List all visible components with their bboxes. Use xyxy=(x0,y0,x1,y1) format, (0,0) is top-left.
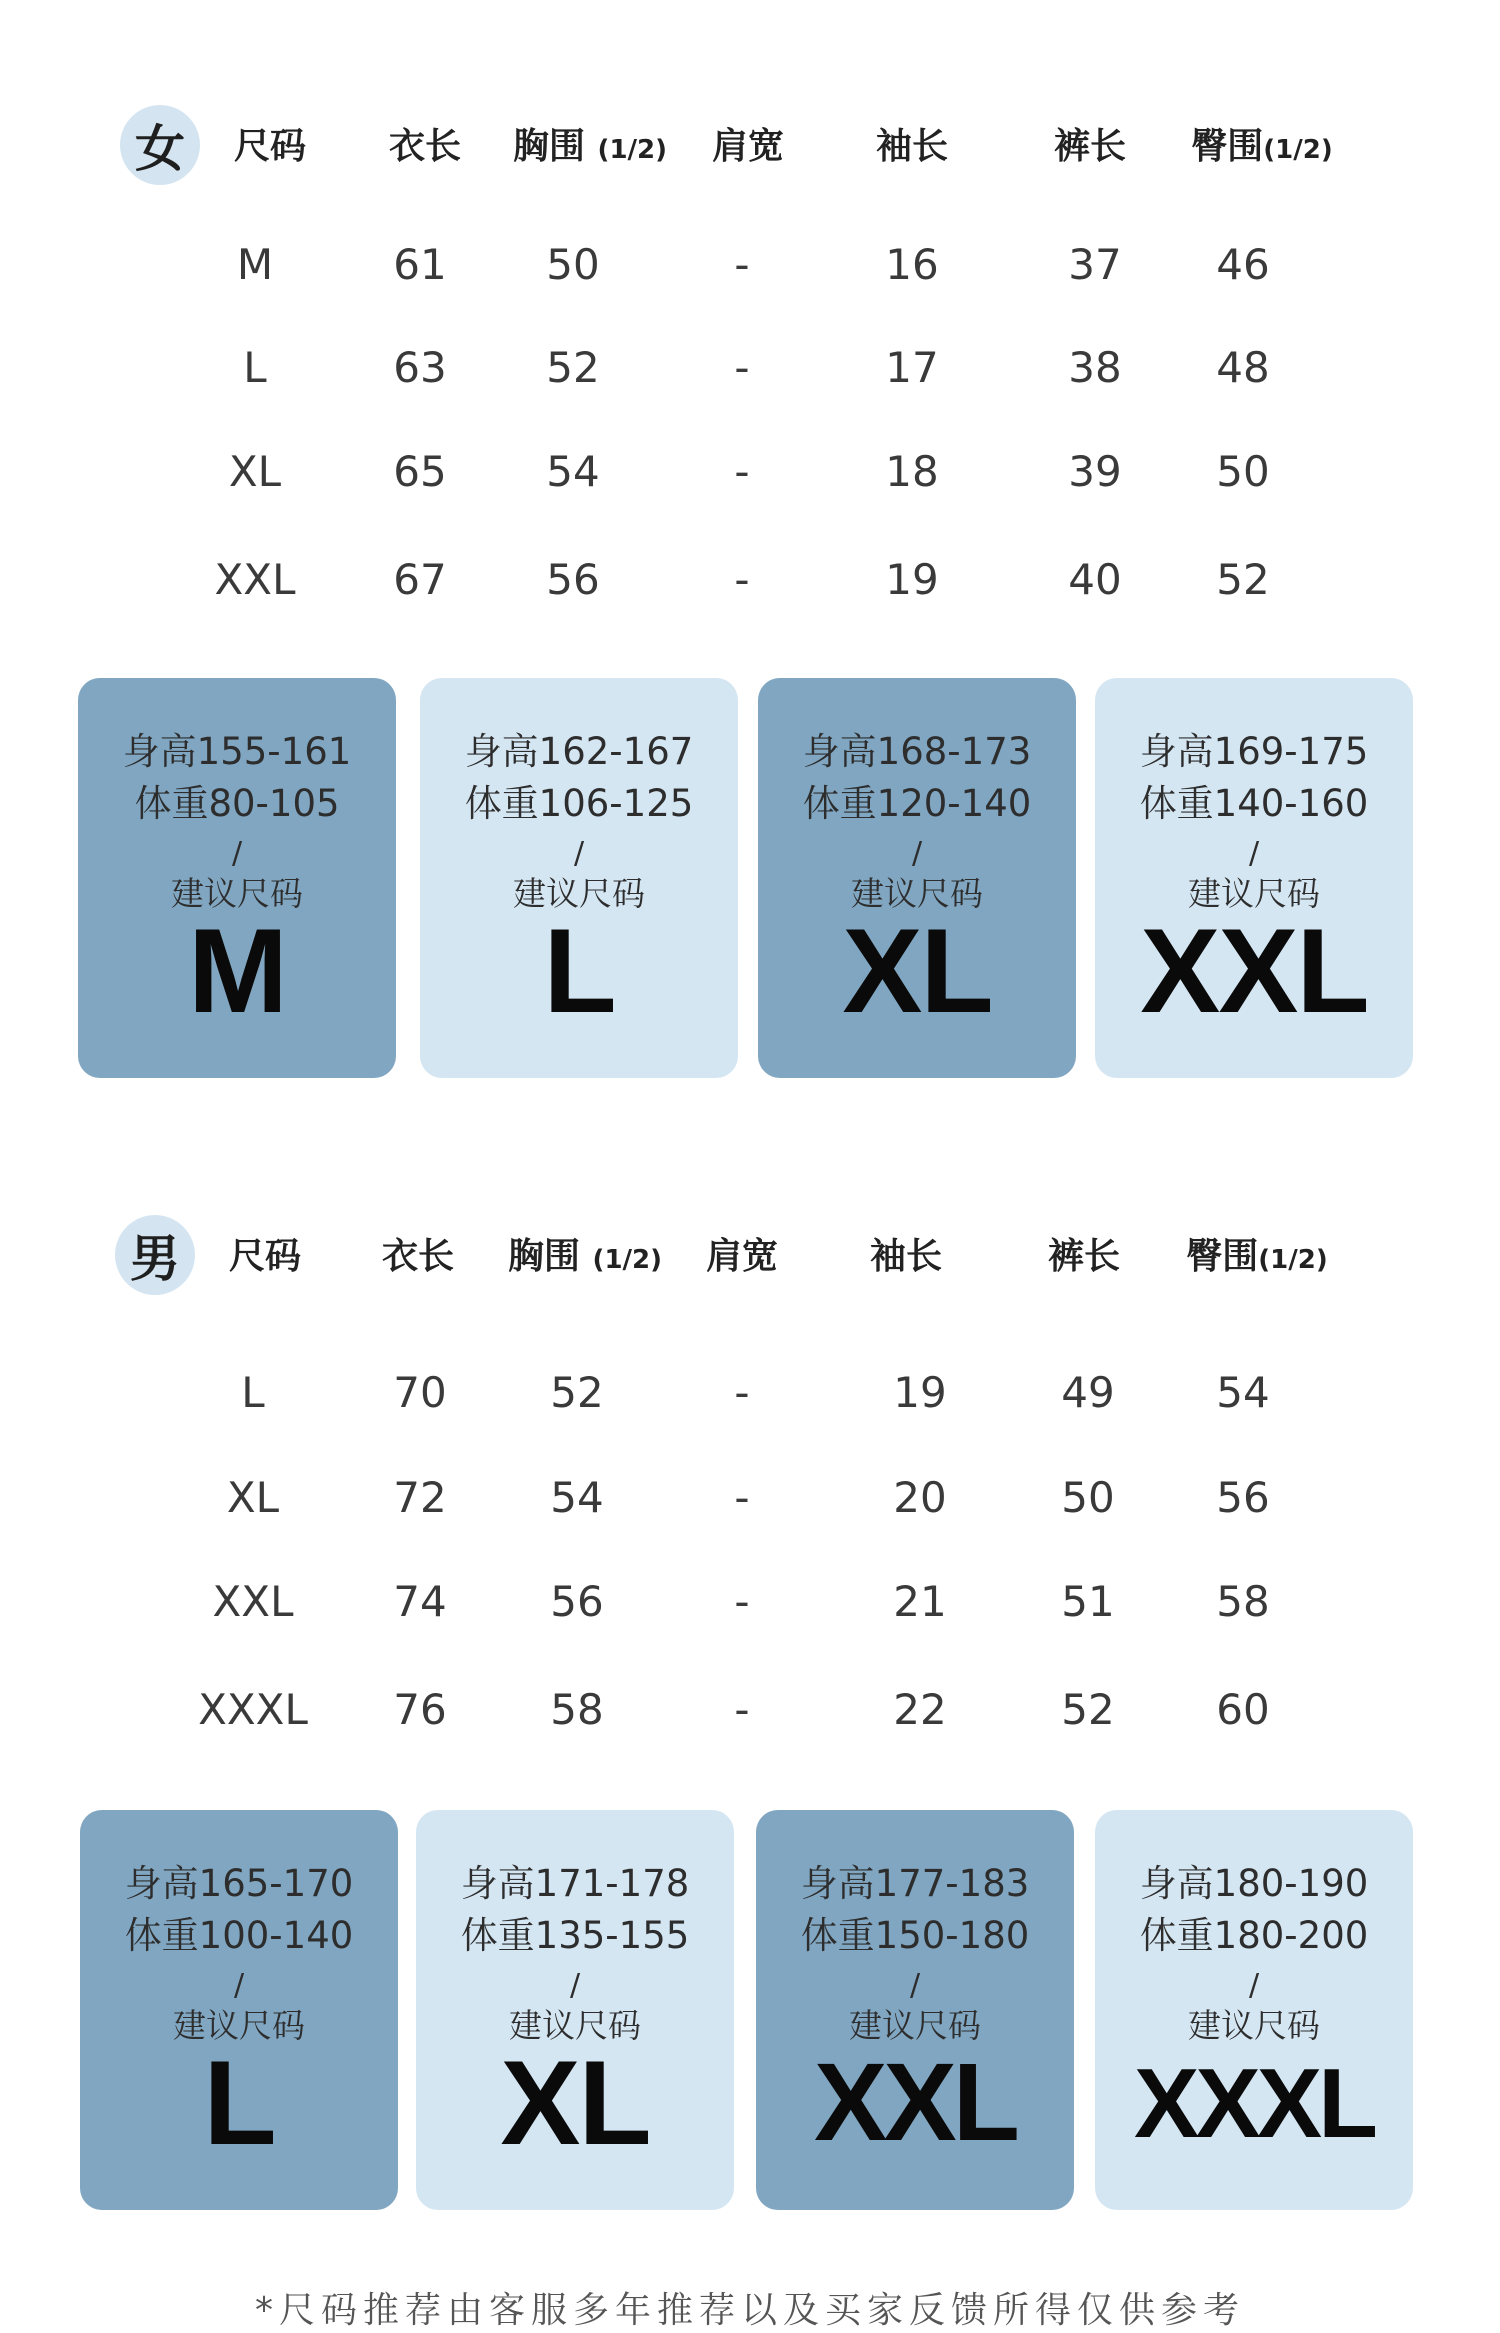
cell-length: 74 xyxy=(393,1577,447,1626)
card-weight: 体重80-105 xyxy=(134,782,340,825)
cell-sleeve: 18 xyxy=(885,447,939,496)
cell-chest: 56 xyxy=(546,555,600,604)
card-advice-label: 建议尺码 xyxy=(509,2006,641,2045)
cell-chest: 58 xyxy=(550,1685,604,1734)
cell-hip: 58 xyxy=(1216,1577,1270,1626)
card-height: 身高169-175 xyxy=(1139,730,1369,773)
header-chest xyxy=(513,122,667,172)
card-weight: 体重140-160 xyxy=(1139,782,1369,825)
size-card-xl xyxy=(416,1810,734,2210)
size-card-xxl xyxy=(756,1810,1074,2210)
cell-pants: 50 xyxy=(1061,1473,1115,1522)
card-height: 身高162-167 xyxy=(464,730,694,773)
card-weight: 体重100-140 xyxy=(124,1914,354,1957)
cell-chest: 56 xyxy=(550,1577,604,1626)
cell-size: M xyxy=(236,240,274,289)
card-divider: / xyxy=(911,836,923,871)
card-size: L xyxy=(203,2036,275,2170)
size-recommendation-cards xyxy=(0,678,1500,1078)
header-chest-label: 胸围 xyxy=(507,1236,581,1277)
cell-pants: 39 xyxy=(1068,447,1122,496)
size-card-l xyxy=(420,678,738,1078)
size-card-l xyxy=(80,1810,398,2210)
cell-shoulder: - xyxy=(734,1473,750,1522)
cell-size: L xyxy=(241,1368,265,1417)
cell-hip: 52 xyxy=(1216,555,1270,604)
cell-length: 72 xyxy=(393,1473,447,1522)
card-height: 身高168-173 xyxy=(802,730,1032,773)
card-weight: 体重150-180 xyxy=(800,1914,1030,1957)
header-length: 衣长 xyxy=(388,126,462,167)
cell-shoulder: - xyxy=(734,1685,750,1734)
table-row xyxy=(0,550,1500,610)
cell-size: L xyxy=(243,343,267,392)
header-hip-note: (1/2) xyxy=(1258,1245,1328,1275)
cell-chest: 52 xyxy=(546,343,600,392)
header-hip-note: (1/2) xyxy=(1263,135,1333,165)
card-advice-label: 建议尺码 xyxy=(173,2006,305,2045)
header-shoulder: 肩宽 xyxy=(705,1236,779,1277)
cell-shoulder: - xyxy=(734,1368,750,1417)
card-divider: / xyxy=(1248,836,1260,871)
card-size: XXL xyxy=(814,2041,1016,2164)
table-row xyxy=(0,442,1500,502)
card-divider: / xyxy=(231,836,243,871)
card-height: 身高171-178 xyxy=(460,1862,690,1905)
cell-sleeve: 22 xyxy=(893,1685,947,1734)
card-divider: / xyxy=(573,836,585,871)
card-size: XXL xyxy=(1140,904,1368,1038)
card-divider: / xyxy=(1248,1968,1260,2003)
header-hip xyxy=(1191,122,1332,172)
card-size: XL xyxy=(500,2036,650,2170)
card-weight: 体重120-140 xyxy=(802,782,1032,825)
header-hip xyxy=(1186,1232,1327,1282)
card-height: 身高177-183 xyxy=(800,1862,1030,1905)
cell-size: XL xyxy=(228,447,282,496)
cell-size: XXXL xyxy=(198,1685,308,1734)
cell-size: XL xyxy=(226,1473,280,1522)
cell-hip: 56 xyxy=(1216,1473,1270,1522)
cell-length: 63 xyxy=(393,343,447,392)
card-weight: 体重106-125 xyxy=(464,782,694,825)
card-advice-label: 建议尺码 xyxy=(851,874,983,913)
gender-badge-men: 男 xyxy=(115,1215,195,1295)
header-hip-label: 臀围 xyxy=(1191,126,1264,167)
table-row xyxy=(0,1468,1500,1528)
header-chest-note: (1/2) xyxy=(592,1245,663,1275)
header-pants: 裤长 xyxy=(1047,1236,1121,1277)
cell-sleeve: 17 xyxy=(885,343,939,392)
card-weight: 体重180-200 xyxy=(1139,1914,1369,1957)
cell-shoulder: - xyxy=(734,1577,750,1626)
size-card-m xyxy=(78,678,396,1078)
cell-length: 67 xyxy=(393,555,447,604)
card-height: 身高180-190 xyxy=(1139,1862,1369,1905)
cell-length: 76 xyxy=(393,1685,447,1734)
cell-pants: 37 xyxy=(1068,240,1122,289)
card-divider: / xyxy=(909,1968,921,2003)
table-row xyxy=(0,338,1500,398)
size-card-xxl xyxy=(1095,678,1413,1078)
card-size: L xyxy=(543,904,615,1038)
card-divider: / xyxy=(233,1968,245,2003)
gender-badge-women: 女 xyxy=(120,105,200,185)
card-weight: 体重135-155 xyxy=(460,1914,690,1957)
cell-length: 65 xyxy=(393,447,447,496)
card-advice-label: 建议尺码 xyxy=(171,874,303,913)
size-card-xxxl xyxy=(1095,1810,1413,2210)
cell-shoulder: - xyxy=(734,555,750,604)
header-chest xyxy=(508,1232,662,1282)
cell-hip: 46 xyxy=(1216,240,1270,289)
table-row xyxy=(0,235,1500,295)
table-row xyxy=(0,1572,1500,1632)
header-hip-label: 臀围 xyxy=(1186,1236,1259,1277)
card-size: XL xyxy=(842,904,992,1038)
size-card-xl xyxy=(758,678,1076,1078)
footnote: *尺码推荐由客服多年推荐以及买家反馈所得仅供参考 xyxy=(254,2290,1245,2331)
cell-shoulder: - xyxy=(734,343,750,392)
card-height: 身高165-170 xyxy=(124,1862,354,1905)
header-shoulder: 肩宽 xyxy=(711,126,785,167)
cell-sleeve: 20 xyxy=(893,1473,947,1522)
card-advice-label: 建议尺码 xyxy=(1188,2006,1320,2045)
cell-hip: 54 xyxy=(1216,1368,1270,1417)
cell-pants: 38 xyxy=(1068,343,1122,392)
cell-chest: 50 xyxy=(546,240,600,289)
cell-shoulder: - xyxy=(734,240,750,289)
card-size: XXXL xyxy=(1134,2048,1374,2158)
cell-pants: 40 xyxy=(1068,555,1122,604)
cell-chest: 54 xyxy=(550,1473,604,1522)
card-advice-label: 建议尺码 xyxy=(1188,874,1320,913)
cell-hip: 48 xyxy=(1216,343,1270,392)
cell-length: 70 xyxy=(393,1368,447,1417)
header-pants: 裤长 xyxy=(1053,126,1127,167)
card-advice-label: 建议尺码 xyxy=(849,2006,981,2045)
cell-pants: 52 xyxy=(1061,1685,1115,1734)
cell-shoulder: - xyxy=(734,447,750,496)
cell-sleeve: 19 xyxy=(885,555,939,604)
header-sleeve: 袖长 xyxy=(869,1236,943,1277)
cell-pants: 49 xyxy=(1061,1368,1115,1417)
header-chest-label: 胸围 xyxy=(512,126,586,167)
card-advice-label: 建议尺码 xyxy=(513,874,645,913)
cell-size: XXL xyxy=(212,1577,294,1626)
cell-chest: 52 xyxy=(550,1368,604,1417)
cell-hip: 60 xyxy=(1216,1685,1270,1734)
table-row xyxy=(0,1680,1500,1740)
card-size: M xyxy=(188,904,286,1038)
cell-sleeve: 21 xyxy=(893,1577,947,1626)
table-row xyxy=(0,1363,1500,1423)
header-length: 衣长 xyxy=(381,1236,455,1277)
cell-sleeve: 16 xyxy=(885,240,939,289)
cell-chest: 54 xyxy=(546,447,600,496)
cell-sleeve: 19 xyxy=(893,1368,947,1417)
card-divider: / xyxy=(569,1968,581,2003)
cell-size: XXL xyxy=(214,555,296,604)
size-recommendation-cards xyxy=(0,1810,1500,2210)
cell-hip: 50 xyxy=(1216,447,1270,496)
header-sleeve: 袖长 xyxy=(875,126,949,167)
cell-pants: 51 xyxy=(1061,1577,1115,1626)
card-height: 身高155-161 xyxy=(122,730,352,773)
header-size: 尺码 xyxy=(233,126,307,167)
cell-length: 61 xyxy=(393,240,447,289)
header-chest-note: (1/2) xyxy=(597,135,668,165)
header-size: 尺码 xyxy=(228,1236,302,1277)
